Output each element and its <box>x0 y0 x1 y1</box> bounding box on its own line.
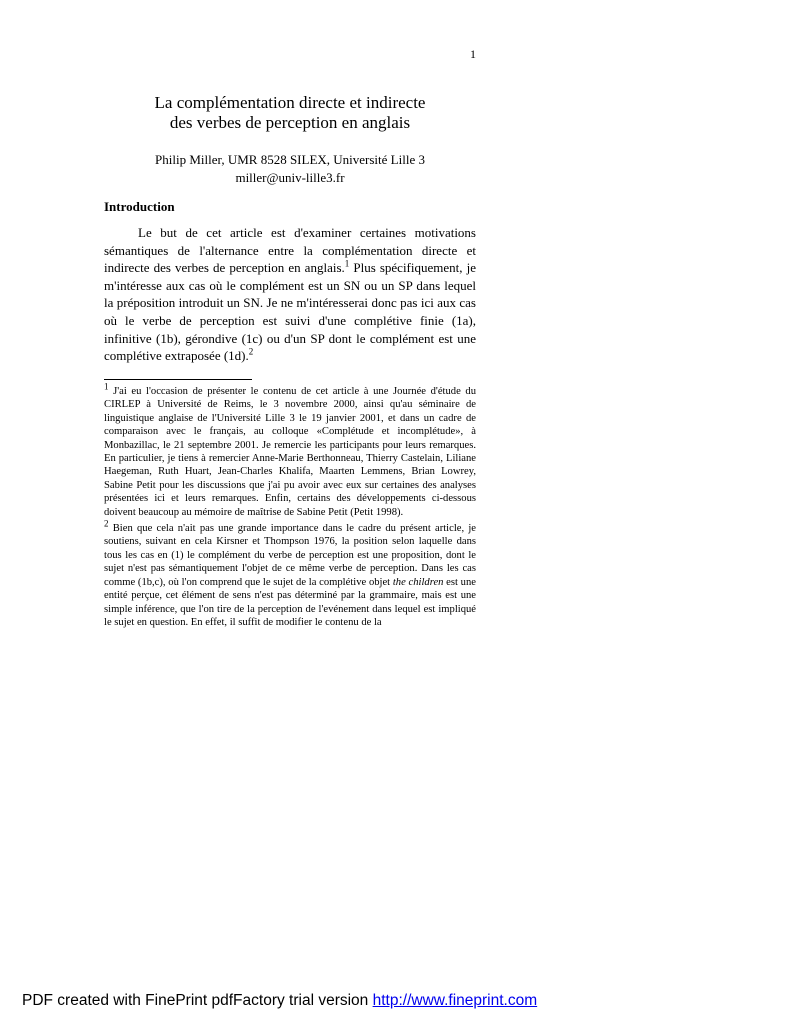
footnote-ref-1: 1 <box>344 258 350 269</box>
footnote-number-1: 1 <box>104 381 109 392</box>
footer-text: PDF created with FinePrint pdfFactory trial version <box>22 992 373 1009</box>
footnote-2-text-before: Bien que cela n'ait pas une grande importance dans le cadre du présent article, je soutiens, suivant en cela Kirsner et Thompson 1976, la position selon laquelle dans tous les cas en (1) le complément du verbe de perception est une proposition, dont le sujet n'est pas sémantiquement l'objet de ce même verbe de perception. Dans les cas comme (1b,c), où l'on comprend que le sujet de la complétive objet <box>104 523 476 588</box>
footnote-number-2: 2 <box>104 518 109 529</box>
pdf-footer <box>22 992 537 1010</box>
footnote-ref-2: 2 <box>248 346 254 357</box>
section-heading: Introduction <box>104 199 175 214</box>
author-block <box>104 151 476 187</box>
footnote-separator <box>104 379 252 380</box>
intro-paragraph <box>104 224 476 365</box>
footnote-2 <box>104 518 476 629</box>
paragraph-text-1: Le but de cet article est d'examiner certaines motivations sémantiques de l'alternance entre la complémentation directe et indirecte des verbes de perception en anglais. <box>104 225 476 276</box>
author-email: miller@univ-lille3.fr <box>235 170 345 185</box>
footnote-2-text-after: est une entité perçue, cet élément de sens n'est pas déterminé par la grammaire, mais est une simple inférence, que l'on tire de la perception de l'evénement dans lequel est impliqué le sujet en question. En effet, il suffit de modifier le contenu de la <box>104 576 476 628</box>
footer-link[interactable]: http://www.fineprint.com <box>372 992 538 1009</box>
footnote-2-italic: the children <box>392 576 444 588</box>
title-line-1: La complémentation directe et indirecte <box>154 93 426 112</box>
footnote-1 <box>104 381 476 519</box>
author-affiliation: Philip Miller, UMR 8528 SILEX, Université Lille 3 <box>155 152 425 167</box>
article-title <box>104 93 476 133</box>
footnote-1-text: J'ai eu l'occasion de présenter le contenu de cet article à une Journée d'étude du CIRLEP à Université de Reims, le 3 novembre 2000, ainsi qu'au séminaire de linguistique anglaise de l'Université Lille 3 le 19 janvier 2001, et dans un cadre de comparaison avec le français, au colloque «Complétude et incomplétude», à Monbazillac, le 21 septembre 2001. Je remercie les participants pour leurs remarques. En particulier, je tiens à remercier Anne-Marie Berthonneau, Thierry Castelain, Liliane Haegeman, Ruth Huart, Jean-Charles Khalifa, Maarten Lemmens, Brian Lowrey, Sabine Petit pour les discussions que j'ai pu avoir avec eux sur certaines des analyses présentées ici et leurs remarques. Enfin, certains des développements ci-dessous doivent beaucoup au mémoire de maîtrise de Sabine Petit (Petit 1998). <box>104 386 476 518</box>
page-number: 1 <box>470 47 476 61</box>
footnotes <box>104 381 476 632</box>
title-line-2: des verbes de perception en anglais <box>169 113 411 132</box>
paragraph-text-2: Plus spécifiquement, je m'intéresse aux cas où le complément est un SN ou un SP dans lequel la préposition introduit un SN. Je ne m'intéresserai donc pas ici aux cas où le verbe de perception est suivi d'une complétive finie (1a), infinitive (1b), gérondive (1c) ou d'un SP dont le complément est une complétive extraposée (1d). <box>104 260 476 364</box>
